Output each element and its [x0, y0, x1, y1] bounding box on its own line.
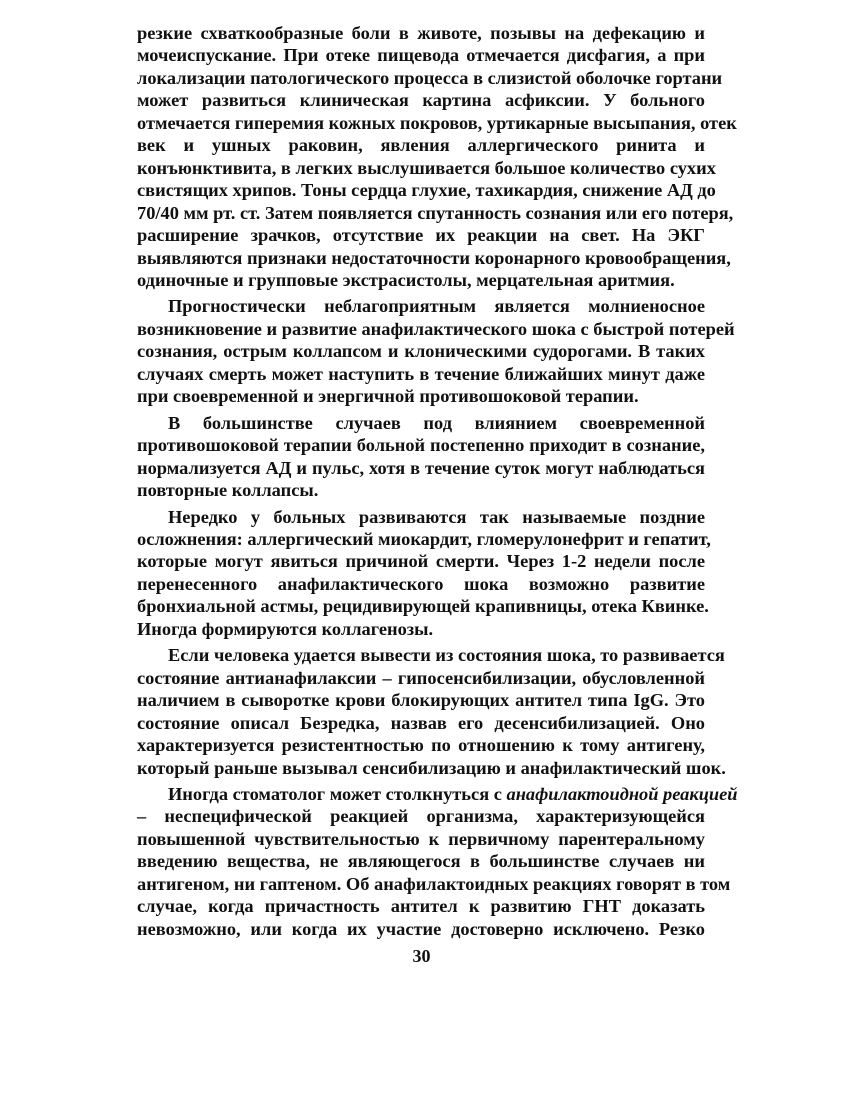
text-line: Иногда формируются коллагенозы. — [137, 618, 434, 639]
text-line: резкие схваткообразные боли в животе, позывы на дефекацию и — [137, 23, 705, 43]
text-line: перенесенного анафилактического шока возможно развитие — [137, 573, 705, 594]
text-line: локализации патологического процесса в слизистой оболочке гортани — [137, 67, 723, 88]
text-line: Прогностически неблагоприятным является молниеносное — [168, 296, 705, 317]
text-line: повторные коллапсы. — [137, 480, 319, 501]
paragraph-6 — [137, 783, 738, 940]
text-line: случае, когда причастность антител к развитию ГНТ доказать — [137, 896, 705, 917]
text-line: отмечается гиперемия кожных покровов, уртикарные высыпания, отек — [137, 112, 737, 133]
text-line: Если человека удается вывести из состояния шока, то развивается — [168, 645, 725, 666]
text-line: осложнения: аллергический миокардит, гломерулонефрит и гепатит, — [137, 528, 711, 549]
text-line: одиночные и групповые экстрасистолы, мерцательная аритмия. — [137, 269, 675, 290]
text-line: противошоковой терапии больной постепенно приходит в сознание, — [137, 435, 705, 456]
text-line: антигеном, ни гаптеном. Об анафилактоидных реакциях говорят в том — [137, 873, 731, 894]
page-body — [137, 22, 738, 944]
text-line: Нередко у больных развиваются так называемые поздние — [168, 506, 705, 527]
text-line: состояние описал Безредка, назвав его десенсибилизацией. Оно — [137, 712, 705, 733]
text-line: невозможно, или когда их участие достоверно исключено. Резко — [137, 918, 705, 939]
paragraph-3 — [137, 412, 705, 502]
text-line: случаях смерть может наступить в течение ближайших минут даже — [137, 363, 705, 384]
text-line: конъюнктивита, в легких выслушивается большое количество сухих — [137, 157, 716, 178]
text-line: введению вещества, не являющегося в большинстве случаев ни — [137, 851, 705, 872]
text-line: которые могут явиться причиной смерти. Через 1-2 недели после — [137, 551, 705, 572]
text-line: сознания, острым коллапсом и клоническими судорогами. В таких — [137, 341, 705, 362]
text-line: мочеиспускание. При отеке пищевода отмечается дисфагия, а при — [137, 45, 705, 66]
text-line — [137, 783, 738, 805]
text-line: при своевременной и энергичной противошоковой терапии. — [137, 386, 639, 407]
paragraph-2 — [137, 295, 735, 407]
text-line: возникновение и развитие анафилактического шока с быстрой потерей — [137, 318, 735, 339]
paragraph-1 — [137, 22, 737, 291]
page-number: 30 — [412, 946, 431, 966]
text-line: который раньше вызывал сенсибилизацию и анафилактический шок. — [137, 757, 726, 778]
text-line: бронхиальной астмы, рецидивирующей крапивницы, отека Квинке. — [137, 596, 709, 617]
text-line: расширение зрачков, отсутствие их реакции на свет. На ЭКГ — [137, 225, 705, 246]
italic-term: анафилактоидной реакцией — [506, 783, 738, 804]
text-line: 70/40 мм рт. ст. Затем появляется спутанность сознания или его потеря, — [137, 202, 734, 223]
paragraph-4 — [137, 506, 711, 641]
paragraph-5 — [137, 644, 726, 779]
text-line: век и ушных раковин, явления аллергического ринита и — [137, 135, 705, 156]
text-line: свистящих хрипов. Тоны сердца глухие, тахикардия, снижение АД до — [137, 180, 716, 201]
text-line: – неспецифической реакцией организма, характеризующейся — [137, 806, 705, 827]
text-line-prefix: Иногда стоматолог может столкнуться с — [168, 783, 507, 804]
text-line: выявляются признаки недостаточности коронарного кровообращения, — [137, 247, 731, 268]
text-line: наличием в сыворотке крови блокирующих антител типа IgG. Это — [137, 690, 705, 711]
text-line: нормализуется АД и пульс, хотя в течение суток могут наблюдаться — [137, 457, 705, 478]
text-line: В большинстве случаев под влиянием своевременной — [168, 412, 705, 433]
text-line: может развиться клиническая картина асфиксии. У больного — [137, 90, 705, 111]
text-line: повышенной чувствительностью к первичному парентеральному — [137, 828, 705, 849]
text-line: состояние антианафилаксии – гипосенсибилизации, обусловленной — [137, 667, 705, 688]
text-line: характеризуется резистентностью по отношению к тому антигену, — [137, 735, 705, 756]
